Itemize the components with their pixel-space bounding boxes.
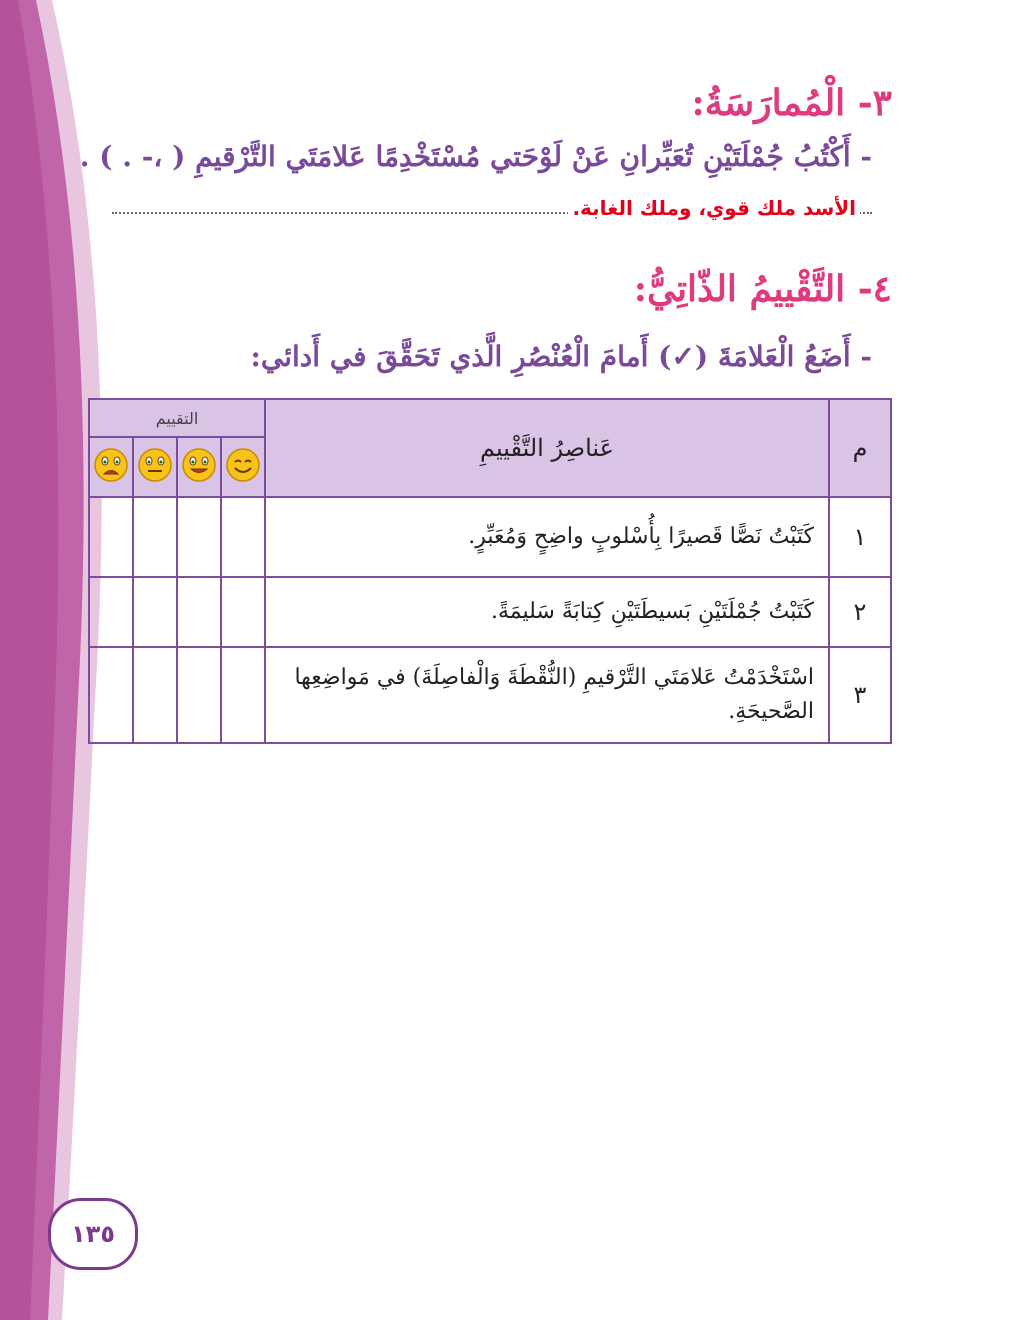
happy-face-icon bbox=[177, 437, 221, 497]
page-number: ١٣٥ bbox=[48, 1198, 138, 1270]
table-header-row bbox=[89, 399, 891, 437]
section3-heading: ٣- الْمُمارَسَةُ: bbox=[691, 82, 892, 124]
very-happy-face-icon bbox=[221, 437, 265, 497]
mark-cell-very-happy[interactable] bbox=[221, 577, 265, 647]
answer-text[interactable]: الأسد ملك قوي، وملك الغابة. bbox=[568, 196, 860, 220]
section4-instruction: - أَضَعُ الْعَلامَةَ (✓) أَمامَ الْعُنْصُرِ الَّذي تَحَقَّقَ في أَدائي: bbox=[250, 340, 872, 373]
table-row bbox=[89, 647, 891, 743]
section3-instruction: - أَكْتُبُ جُمْلَتَيْنِ تُعَبِّرانِ عَنْ لَوْحَتي مُسْتَخْدِمًا عَلامَتَي التَّرْقيمِ ( ،- . ) . bbox=[79, 140, 872, 173]
row-criterion: اسْتَخْدَمْتُ عَلامَتَي التَّرْقيمِ (النُّقْطَةَ وَالْفاصِلَةَ) في مَواضِعِها الصَّحيحَةِ. bbox=[265, 647, 829, 743]
table-row bbox=[89, 497, 891, 577]
header-number: م bbox=[829, 399, 891, 497]
sad-face-icon bbox=[89, 437, 133, 497]
mark-cell-very-happy[interactable] bbox=[221, 497, 265, 577]
mark-cell-happy[interactable] bbox=[177, 647, 221, 743]
self-evaluation-table bbox=[88, 398, 892, 744]
table-row bbox=[89, 577, 891, 647]
mark-cell-sad[interactable] bbox=[89, 577, 133, 647]
mark-cell-happy[interactable] bbox=[177, 497, 221, 577]
header-criteria: عَناصِرُ التَّقْييمِ bbox=[265, 399, 829, 497]
mark-cell-neutral[interactable] bbox=[133, 647, 177, 743]
mark-cell-very-happy[interactable] bbox=[221, 647, 265, 743]
section4-heading: ٤- التَّقْييمُ الذّاتِيُّ: bbox=[633, 268, 892, 310]
mark-cell-sad[interactable] bbox=[89, 497, 133, 577]
mark-cell-sad[interactable] bbox=[89, 647, 133, 743]
row-number: ٢ bbox=[829, 577, 891, 647]
mark-cell-neutral[interactable] bbox=[133, 497, 177, 577]
neutral-face-icon bbox=[133, 437, 177, 497]
mark-cell-neutral[interactable] bbox=[133, 577, 177, 647]
mark-cell-happy[interactable] bbox=[177, 577, 221, 647]
row-criterion: كَتَبْتُ جُمْلَتَيْنِ بَسيطَتَيْنِ كِتابَةً سَليمَةً. bbox=[265, 577, 829, 647]
row-number: ٣ bbox=[829, 647, 891, 743]
header-evaluation: التقييم bbox=[89, 399, 265, 437]
row-number: ١ bbox=[829, 497, 891, 577]
row-criterion: كَتَبْتُ نَصًّا قَصيرًا بِأُسْلوبٍ واضِحٍ وَمُعَبِّرٍ. bbox=[265, 497, 829, 577]
